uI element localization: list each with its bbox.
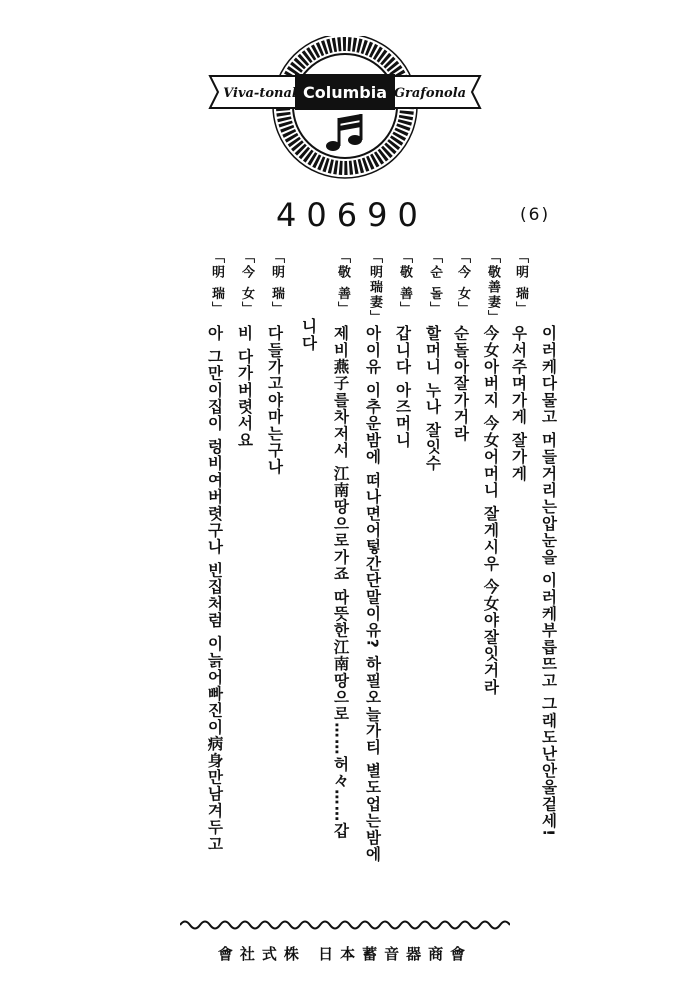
dialogue-line: 니다 <box>299 318 318 352</box>
dialogue-line: 아 그만이집이 렁비여버렷구나 빈집처럼 이늙어빠진이病身만남겨두고 <box>205 325 224 853</box>
dialogue-line: 今女아버지 今女어머니 잘게시우 今女야잘잇거라 <box>481 325 500 696</box>
dialogue-line: 순돌아잘가거라 <box>451 325 470 442</box>
speaker-label: 「明 瑞」 <box>269 250 284 317</box>
speaker-label: 「明 瑞」 <box>513 250 528 317</box>
speaker-label: 「敬 善」 <box>335 250 350 317</box>
speaker-label: 「敬善妻」 <box>485 250 500 325</box>
dialogue-line: 제비燕子를차저서 江南땅으로가죠 따뜻한江南땅으로……허々……갑 <box>331 325 350 840</box>
speaker-label: 「明 瑞」 <box>209 250 224 317</box>
speaker-label: 「순 돌」 <box>427 250 442 317</box>
publisher-footer: 會社式株 日本蓄音器商會 <box>217 945 473 963</box>
columbia-logo <box>200 36 490 206</box>
speaker-label: 「明瑞妻」 <box>367 250 382 325</box>
logo-left-text: Viva-tonal <box>223 86 297 101</box>
speaker-label: 「今 女」 <box>239 250 254 317</box>
dialogue-line: 아이유 이추운밤에 떠나면어텋간단말이유? 하필오늘가티 별도업는밤에 <box>363 325 382 863</box>
speaker-label: 「今 女」 <box>455 250 470 317</box>
dialogue-line: 우서주며가게 잘가게 <box>509 325 528 482</box>
dialogue-line: 다들가고야마는구나 <box>265 325 284 476</box>
page-number: (6) <box>520 205 551 225</box>
wavy-divider <box>180 918 510 932</box>
logo-right-text: Grafonola <box>393 86 467 101</box>
speaker-label: 「敬 善」 <box>397 250 412 317</box>
dialogue-line: 이러케다물고 머들거리는압눈을 이러케부릅뜨고 그래도난안울겉세! <box>539 325 558 838</box>
dialogue-line: 할머니 누나 잘잇수 <box>423 325 442 472</box>
record-number: 40690 <box>276 196 428 234</box>
logo-brand: Columbia <box>302 83 388 102</box>
dialogue-line: 갑니다 아즈머니 <box>393 325 412 449</box>
dialogue-line: 비 다가버렷서요 <box>235 325 254 449</box>
